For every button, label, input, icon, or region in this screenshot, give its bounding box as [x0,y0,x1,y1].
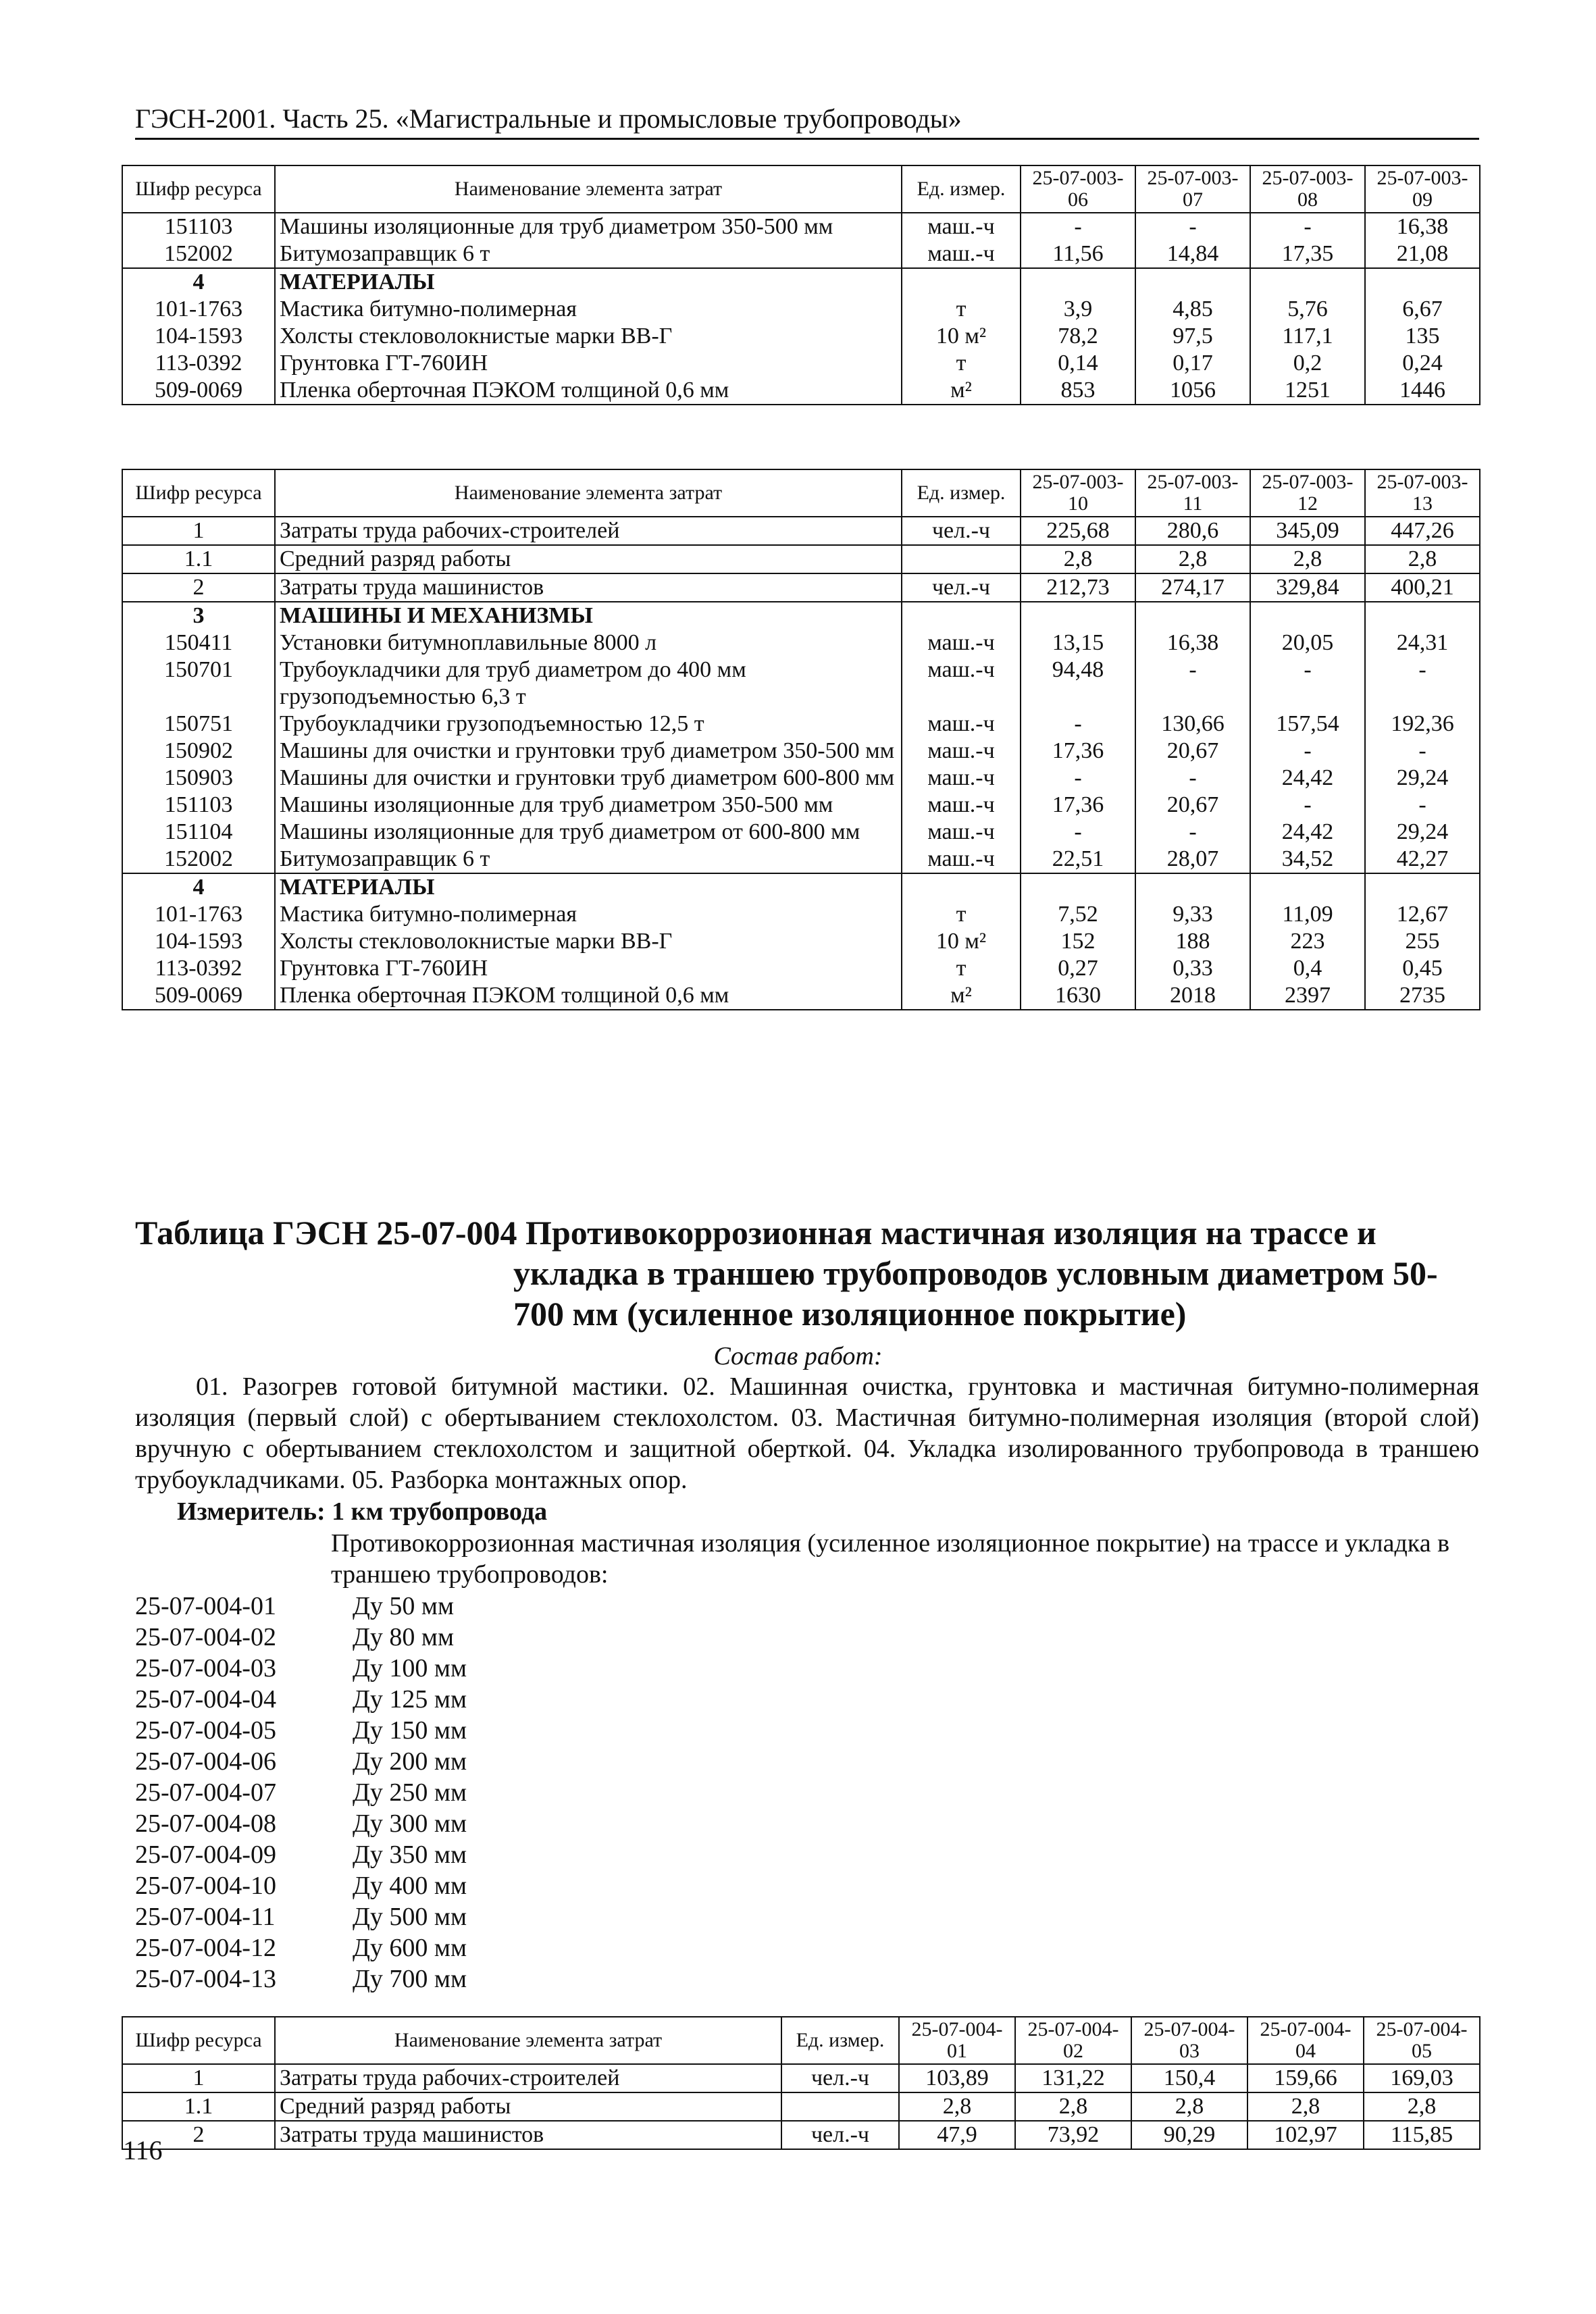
norm-value: 255 [1365,928,1480,955]
table-row [122,738,1480,765]
norm-value: - [1250,657,1365,711]
norm-value: 34,52 [1250,846,1365,873]
resource-name: Холсты стекловолокнистые марки ВВ-Г [275,323,902,350]
norm-value: 0,17 [1135,350,1250,377]
norm-value: 157,54 [1250,711,1365,738]
norm-value: 7,52 [1021,901,1135,928]
section-title-line-1: Таблица ГЭСН 25-07-004 Противокоррозионная мастичная изоляция на трассе и [135,1214,1376,1252]
resource-name: Машины изоляционные для труб диаметром 350-500 мм [275,213,902,240]
norm-label: Ду 100 мм [353,1654,467,1682]
norm-value: 47,9 [899,2121,1015,2149]
resource-name: Пленка оберточная ПЭКОМ толщиной 0,6 мм [275,982,902,1010]
table-row [122,955,1480,982]
list-item [135,1839,467,1870]
norm-label: Ду 600 мм [353,1934,467,1962]
norm-code: 25-07-004-09 [135,1841,276,1869]
norm-value: 0,24 [1365,350,1480,377]
list-item [135,1591,467,1622]
norm-value: - [1021,765,1135,792]
norm-label: Ду 350 мм [353,1841,467,1869]
section-title-line-3: 700 мм (усиленное изоляционное покрытие) [513,1295,1187,1333]
section-row [122,268,1480,296]
norm-value: 4,85 [1135,296,1250,323]
resource-unit [781,2092,899,2121]
measure-unit: Измеритель: 1 км трубопровода [177,1497,548,1526]
list-item [135,1746,467,1777]
norm-value: 29,24 [1365,765,1480,792]
resource-unit: маш.-ч [902,819,1021,846]
norm-label: Ду 150 мм [353,1716,467,1745]
norm-value: - [1250,213,1365,240]
resource-code: 3 [122,602,275,629]
norm-value [1250,602,1365,629]
resource-unit: чел.-ч [902,517,1021,545]
norm-value [1021,268,1135,296]
resource-unit: маш.-ч [902,792,1021,819]
norm-value: 2397 [1250,982,1365,1010]
resource-unit: чел.-ч [781,2121,899,2149]
norm-value: 17,36 [1021,792,1135,819]
norm-value: 42,27 [1365,846,1480,873]
col-header-norm: 25-07-003-12 [1250,469,1365,517]
norm-value: 345,09 [1250,517,1365,545]
list-item [135,1684,467,1715]
resource-code: 101-1763 [122,901,275,928]
norm-value: 2,8 [1250,545,1365,573]
norm-value [1021,873,1135,901]
norm-label: Ду 50 мм [353,1592,455,1620]
resource-name: Машины изоляционные для труб диаметром 350-500 мм [275,792,902,819]
resource-unit: т [902,955,1021,982]
resource-unit: маш.-ч [902,240,1021,268]
norm-value: 22,51 [1021,846,1135,873]
norm-value: - [1365,738,1480,765]
col-header-norm: 25-07-003-09 [1365,165,1480,213]
resource-name: МАШИНЫ И МЕХАНИЗМЫ [275,602,902,629]
norm-value: 280,6 [1135,517,1250,545]
norm-value: 9,33 [1135,901,1250,928]
table-row [122,765,1480,792]
col-header-norm: 25-07-004-02 [1015,2017,1131,2064]
norm-value: 274,17 [1135,573,1250,602]
resource-unit: маш.-ч [902,711,1021,738]
norm-value: 159,66 [1247,2064,1364,2092]
table-row [122,296,1480,323]
resource-name: Затраты труда рабочих-строителей [275,2064,781,2092]
norm-value: 130,66 [1135,711,1250,738]
col-header-code: Шифр ресурса [122,469,275,517]
norm-value: 169,03 [1364,2064,1480,2092]
norm-value: 2,8 [1247,2092,1364,2121]
norm-code: 25-07-004-13 [135,1965,276,1993]
list-item [135,1963,467,1995]
norm-value: 12,67 [1365,901,1480,928]
resource-unit: чел.-ч [902,573,1021,602]
page-number: 116 [123,2135,163,2165]
resource-name: Затраты труда рабочих-строителей [275,517,902,545]
resource-code: 150411 [122,629,275,657]
norm-value: 6,67 [1365,296,1480,323]
norm-value: 212,73 [1021,573,1135,602]
norm-value: 223 [1250,928,1365,955]
col-header-norm: 25-07-004-04 [1247,2017,1364,2064]
resource-unit [902,545,1021,573]
norm-value [1135,873,1250,901]
resource-table-003-06-09 [122,165,1481,405]
norm-label: Ду 300 мм [353,1809,467,1838]
norm-code: 25-07-004-01 [135,1592,276,1620]
norm-value: 20,67 [1135,792,1250,819]
norm-value: 2,8 [1364,2092,1480,2121]
norm-code: 25-07-004-10 [135,1872,276,1900]
norm-value: 400,21 [1365,573,1480,602]
col-header-name: Наименование элемента затрат [275,2017,781,2064]
norm-value: 20,67 [1135,738,1250,765]
norm-value [1365,268,1480,296]
list-item [135,1901,467,1932]
resource-unit: т [902,296,1021,323]
norm-code: 25-07-004-02 [135,1623,276,1651]
norm-value: 2735 [1365,982,1480,1010]
norm-code: 25-07-004-04 [135,1685,276,1714]
norm-value: 97,5 [1135,323,1250,350]
norm-value: 853 [1021,377,1135,405]
col-header-code: Шифр ресурса [122,165,275,213]
norm-value: - [1365,657,1480,711]
norm-value: - [1135,819,1250,846]
resource-name: Средний разряд работы [275,545,902,573]
norm-value: 16,38 [1135,629,1250,657]
norm-value: 135 [1365,323,1480,350]
norm-value: - [1021,213,1135,240]
col-header-norm: 25-07-003-06 [1021,165,1135,213]
resource-code: 101-1763 [122,296,275,323]
col-header-unit: Ед. измер. [902,165,1021,213]
table-row [122,240,1480,268]
col-header-norm: 25-07-004-03 [1131,2017,1247,2064]
norm-value: 0,2 [1250,350,1365,377]
norm-code: 25-07-004-11 [135,1903,276,1931]
col-header-norm: 25-07-004-01 [899,2017,1015,2064]
resource-name: Средний разряд работы [275,2092,781,2121]
norm-value: 28,07 [1135,846,1250,873]
col-header-norm: 25-07-003-13 [1365,469,1480,517]
norm-value [1021,602,1135,629]
resource-unit: маш.-ч [902,738,1021,765]
norm-label: Ду 80 мм [353,1623,455,1651]
norm-value: - [1365,792,1480,819]
col-header-norm: 25-07-003-08 [1250,165,1365,213]
list-item [135,1622,467,1653]
norm-value: 192,36 [1365,711,1480,738]
resource-name: Затраты труда машинистов [275,573,902,602]
resource-code: 151103 [122,792,275,819]
norm-value: 2,8 [1365,545,1480,573]
norm-value: 3,9 [1021,296,1135,323]
norm-value: 0,14 [1021,350,1135,377]
works-description: 01. Разогрев готовой битумной мастики. 02. Машинная очистка, грунтовка и мастичная битумно-полимерная изоляция (первый слой) с обертыванием стеклохолстом. 03. Мастичная битумно-полимерная изоляция (второй слой) вручную с обертыванием стеклохолстом и защитной оберткой. 04. Укладка изолированного трубопровода в траншею трубоукладчиками. 05. Разборка монтажных опор. [135,1372,1479,1494]
col-header-norm: 25-07-004-05 [1364,2017,1480,2064]
norm-value: 2,8 [1131,2092,1247,2121]
table-row [122,792,1480,819]
norm-value: 13,15 [1021,629,1135,657]
norm-label: Ду 500 мм [353,1903,467,1931]
resource-name: Машины для очистки и грунтовки труб диаметром 600-800 мм [275,765,902,792]
list-item [135,1777,467,1808]
resource-name: Затраты труда машинистов [275,2121,781,2149]
table-row [122,517,1480,545]
norm-value: 94,48 [1021,657,1135,711]
table-row [122,711,1480,738]
list-item [135,1870,467,1901]
resource-unit [902,602,1021,629]
resource-code: 152002 [122,846,275,873]
norm-value: 117,1 [1250,323,1365,350]
resource-unit: т [902,901,1021,928]
norm-value: 29,24 [1365,819,1480,846]
table-row [122,377,1480,405]
resource-name: Битумозаправщик 6 т [275,240,902,268]
norm-value: 102,97 [1247,2121,1364,2149]
list-item [135,1932,467,1963]
table-row [122,545,1480,573]
norm-value: 73,92 [1015,2121,1131,2149]
running-header: ГЭСН-2001. Часть 25. «Магистральные и промысловые трубопроводы» [135,103,1479,140]
resource-name: Битумозаправщик 6 т [275,846,902,873]
norm-value: 78,2 [1021,323,1135,350]
resource-unit [902,873,1021,901]
norm-value: 11,56 [1021,240,1135,268]
resource-unit: м² [902,377,1021,405]
section-title [135,1212,1459,1334]
col-header-unit: Ед. измер. [902,469,1021,517]
norm-value: 14,84 [1135,240,1250,268]
table-row [122,350,1480,377]
resource-unit: маш.-ч [902,629,1021,657]
norm-code: 25-07-004-06 [135,1747,276,1776]
resource-name: Холсты стекловолокнистые марки ВВ-Г [275,928,902,955]
norm-value: 2,8 [899,2092,1015,2121]
resource-code: 2 [122,2121,275,2149]
norm-value: 2,8 [1015,2092,1131,2121]
resource-code: 150902 [122,738,275,765]
norm-value [1135,268,1250,296]
resource-name: Машины изоляционные для труб диаметром от 600-800 мм [275,819,902,846]
resource-name: Установки битумноплавильные 8000 л [275,629,902,657]
norm-value: 0,27 [1021,955,1135,982]
resource-code: 509-0069 [122,982,275,1010]
resource-code: 509-0069 [122,377,275,405]
norm-code: 25-07-004-08 [135,1809,276,1838]
norm-value: 17,35 [1250,240,1365,268]
norm-value: 447,26 [1365,517,1480,545]
resource-table-003-10-13 [122,469,1481,1010]
resource-table-004-01-05 [122,2016,1481,2150]
table-row [122,657,1480,711]
resource-name: Грунтовка ГТ-760ИН [275,350,902,377]
norm-value [1365,873,1480,901]
norm-value: - [1135,657,1250,711]
col-header-norm: 25-07-003-11 [1135,469,1250,517]
list-item [135,1808,467,1839]
norm-label: Ду 400 мм [353,1872,467,1900]
norm-value: 152 [1021,928,1135,955]
norm-value: 90,29 [1131,2121,1247,2149]
table-row [122,928,1480,955]
resource-code: 1 [122,517,275,545]
resource-unit: маш.-ч [902,846,1021,873]
resource-code: 1.1 [122,545,275,573]
norm-value: 17,36 [1021,738,1135,765]
list-item [135,1715,467,1746]
norm-value: 150,4 [1131,2064,1247,2092]
norm-value [1250,873,1365,901]
table-row [122,982,1480,1010]
resource-name: Трубоукладчики грузоподъемностью 12,5 т [275,711,902,738]
resource-unit: чел.-ч [781,2064,899,2092]
norm-code: 25-07-004-03 [135,1654,276,1682]
table-body [122,213,1480,405]
norm-value: 11,09 [1250,901,1365,928]
resource-code: 150903 [122,765,275,792]
norm-value: 21,08 [1365,240,1480,268]
resource-unit: маш.-ч [902,657,1021,711]
resource-name: Пленка оберточная ПЭКОМ толщиной 0,6 мм [275,377,902,405]
table-row [122,2092,1480,2121]
norm-value: 0,33 [1135,955,1250,982]
col-header-norm: 25-07-003-07 [1135,165,1250,213]
resource-unit: маш.-ч [902,213,1021,240]
resource-unit: т [902,350,1021,377]
resource-name: Мастика битумно-полимерная [275,296,902,323]
norm-value: 103,89 [899,2064,1015,2092]
resource-name: МАТЕРИАЛЫ [275,268,902,296]
table-row [122,573,1480,602]
resource-name: Мастика битумно-полимерная [275,901,902,928]
resource-code: 151104 [122,819,275,846]
norm-value [1250,268,1365,296]
norm-value: 24,42 [1250,765,1365,792]
section-row [122,602,1480,629]
resource-code: 152002 [122,240,275,268]
norm-value: 1630 [1021,982,1135,1010]
resource-code: 113-0392 [122,955,275,982]
norm-value: 131,22 [1015,2064,1131,2092]
section-title-line-2: укладка в траншею трубопроводов условным диаметром 50- [513,1254,1438,1292]
norms-list [135,1591,467,1995]
resource-code: 150701 [122,657,275,711]
col-header-name: Наименование элемента затрат [275,469,902,517]
norm-value: - [1135,765,1250,792]
table-row [122,2121,1480,2149]
norm-value: - [1021,711,1135,738]
resource-unit: 10 м² [902,323,1021,350]
norm-value: 2,8 [1135,545,1250,573]
table-row [122,846,1480,873]
norm-value: 225,68 [1021,517,1135,545]
norm-value: 2018 [1135,982,1250,1010]
norm-value: 115,85 [1364,2121,1480,2149]
col-header-code: Шифр ресурса [122,2017,275,2064]
resource-code: 104-1593 [122,323,275,350]
resource-code: 1.1 [122,2092,275,2121]
resource-name: МАТЕРИАЛЫ [275,873,902,901]
table-row [122,323,1480,350]
list-item [135,1653,467,1684]
norm-label: Ду 700 мм [353,1965,467,1993]
norm-value: - [1135,213,1250,240]
norm-value: - [1250,738,1365,765]
norm-value: 0,45 [1365,955,1480,982]
works-subtitle: Состав работ: [713,1342,883,1370]
table-body [122,517,1480,1010]
resource-unit: м² [902,982,1021,1010]
col-header-name: Наименование элемента затрат [275,165,902,213]
norm-value: 2,8 [1021,545,1135,573]
norm-value: 24,31 [1365,629,1480,657]
norm-value: 1056 [1135,377,1250,405]
norm-label: Ду 200 мм [353,1747,467,1776]
norm-code: 25-07-004-07 [135,1778,276,1807]
resource-code: 150751 [122,711,275,738]
table-row [122,819,1480,846]
resource-code: 151103 [122,213,275,240]
norm-label: Ду 250 мм [353,1778,467,1807]
resource-code: 1 [122,2064,275,2092]
norm-value: - [1021,819,1135,846]
resource-code: 113-0392 [122,350,275,377]
table-row [122,629,1480,657]
resource-unit [902,268,1021,296]
resource-name: Машины для очистки и грунтовки труб диаметром 350-500 мм [275,738,902,765]
resource-code: 4 [122,268,275,296]
resource-unit: маш.-ч [902,765,1021,792]
resource-code: 2 [122,573,275,602]
table-body [122,2064,1480,2149]
norm-value: 1251 [1250,377,1365,405]
norm-label: Ду 125 мм [353,1685,467,1714]
norm-value: 188 [1135,928,1250,955]
resource-code: 104-1593 [122,928,275,955]
norm-value: 24,42 [1250,819,1365,846]
norm-value: 16,38 [1365,213,1480,240]
col-header-norm: 25-07-003-10 [1021,469,1135,517]
resource-name: Трубоукладчики для труб диаметром до 400 мм грузоподъемностью 6,3 т [275,657,902,711]
resource-unit: 10 м² [902,928,1021,955]
table-row [122,2064,1480,2092]
table-row [122,901,1480,928]
norm-value: 20,05 [1250,629,1365,657]
norm-value: - [1250,792,1365,819]
section-row [122,873,1480,901]
norm-value: 1446 [1365,377,1480,405]
norm-code: 25-07-004-12 [135,1934,276,1962]
norm-value: 5,76 [1250,296,1365,323]
norm-value: 0,4 [1250,955,1365,982]
resource-code: 4 [122,873,275,901]
norm-code: 25-07-004-05 [135,1716,276,1745]
resource-name: Грунтовка ГТ-760ИН [275,955,902,982]
norm-value [1135,602,1250,629]
norm-value: 329,84 [1250,573,1365,602]
norm-value [1365,602,1480,629]
col-header-unit: Ед. измер. [781,2017,899,2064]
norms-intro: Противокоррозионная мастичная изоляция (усиленное изоляционное покрытие) на трассе и укладка в траншею трубопроводов: [331,1529,1450,1589]
table-row [122,213,1480,240]
